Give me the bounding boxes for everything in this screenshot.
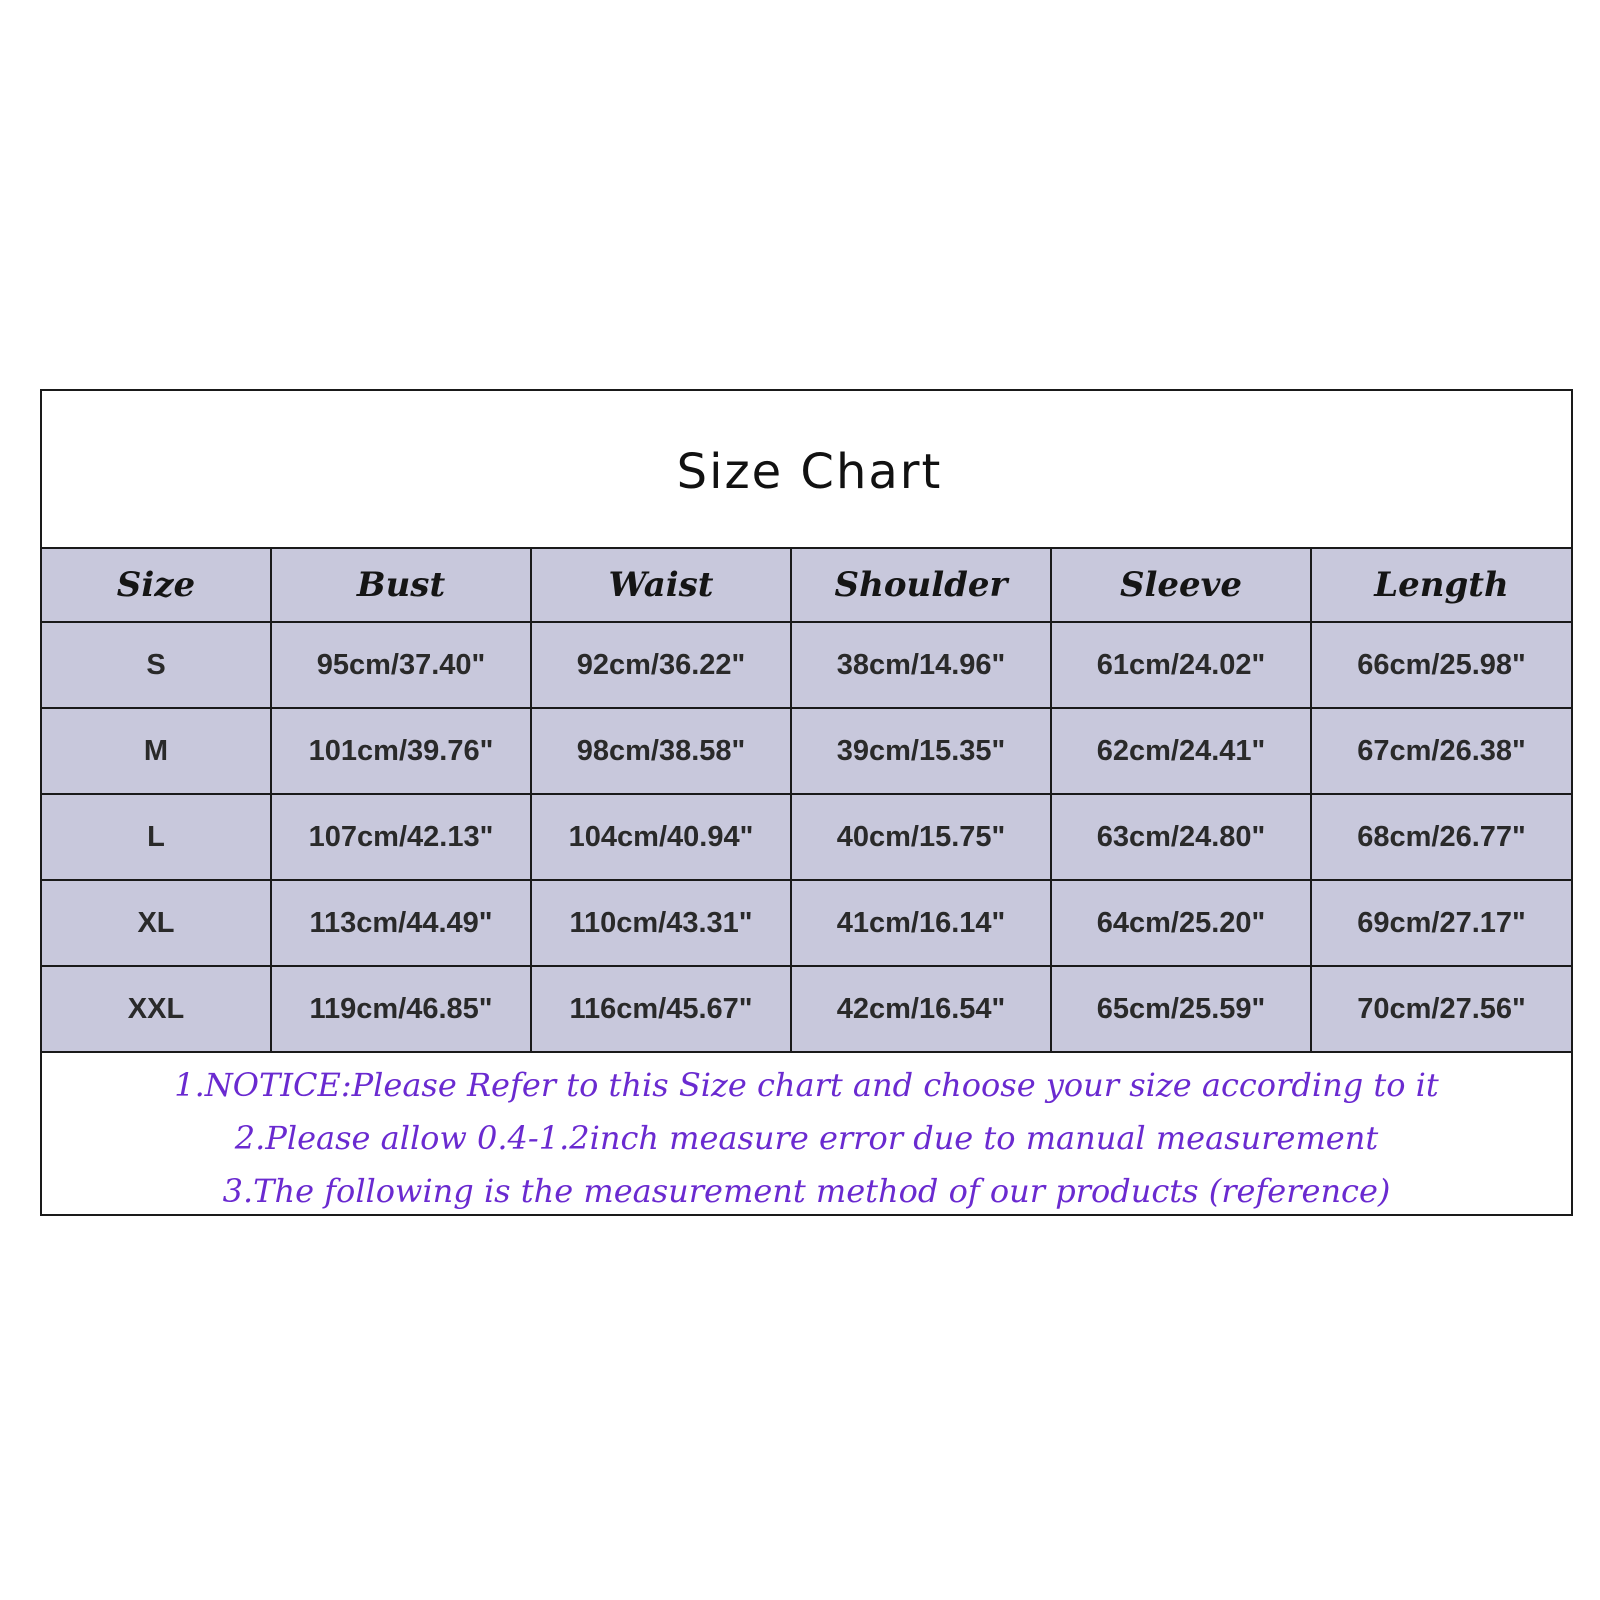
length-cell: 69cm/27.17" (1311, 880, 1571, 966)
length-cell: 68cm/26.77" (1311, 794, 1571, 880)
waist-cell: 110cm/43.31" (531, 880, 791, 966)
waist-cell: 116cm/45.67" (531, 966, 791, 1052)
header-shoulder: Shoulder (791, 549, 1051, 622)
bust-cell: 107cm/42.13" (271, 794, 531, 880)
notes-section (42, 1053, 1571, 1218)
waist-cell: 98cm/38.58" (531, 708, 791, 794)
shoulder-cell: 41cm/16.14" (791, 880, 1051, 966)
note-notice: 1.NOTICE:Please Refer to this Size chart and choose your size according to it (174, 1066, 1439, 1104)
size-cell: XL (42, 880, 271, 966)
shoulder-cell: 40cm/15.75" (791, 794, 1051, 880)
sleeve-cell: 62cm/24.41" (1051, 708, 1311, 794)
note-measurement-method: 3.The following is the measurement method of our products (reference) (222, 1172, 1391, 1210)
table-row (42, 966, 1571, 1052)
size-cell: L (42, 794, 271, 880)
size-chart (40, 389, 1573, 1216)
bust-cell: 119cm/46.85" (271, 966, 531, 1052)
shoulder-cell: 39cm/15.35" (791, 708, 1051, 794)
table-row (42, 880, 1571, 966)
header-sleeve: Sleeve (1051, 549, 1311, 622)
sleeve-cell: 61cm/24.02" (1051, 622, 1311, 708)
title-row (42, 391, 1571, 549)
size-cell: S (42, 622, 271, 708)
size-cell: M (42, 708, 271, 794)
sleeve-cell: 65cm/25.59" (1051, 966, 1311, 1052)
table-row (42, 794, 1571, 880)
bust-cell: 95cm/37.40" (271, 622, 531, 708)
sleeve-cell: 63cm/24.80" (1051, 794, 1311, 880)
shoulder-cell: 42cm/16.54" (791, 966, 1051, 1052)
bust-cell: 101cm/39.76" (271, 708, 531, 794)
size-cell: XXL (42, 966, 271, 1052)
length-cell: 67cm/26.38" (1311, 708, 1571, 794)
waist-cell: 104cm/40.94" (531, 794, 791, 880)
header-bust: Bust (271, 549, 531, 622)
sleeve-cell: 64cm/25.20" (1051, 880, 1311, 966)
note-measure-error: 2.Please allow 0.4-1.2inch measure error due to manual measurement (234, 1119, 1379, 1157)
chart-title: Size Chart (676, 444, 943, 500)
length-cell: 70cm/27.56" (1311, 966, 1571, 1052)
bust-cell: 113cm/44.49" (271, 880, 531, 966)
size-table (42, 549, 1571, 1053)
header-row (42, 549, 1571, 622)
waist-cell: 92cm/36.22" (531, 622, 791, 708)
header-length: Length (1311, 549, 1571, 622)
header-size: Size (42, 549, 271, 622)
shoulder-cell: 38cm/14.96" (791, 622, 1051, 708)
length-cell: 66cm/25.98" (1311, 622, 1571, 708)
table-row (42, 622, 1571, 708)
header-waist: Waist (531, 549, 791, 622)
table-row (42, 708, 1571, 794)
